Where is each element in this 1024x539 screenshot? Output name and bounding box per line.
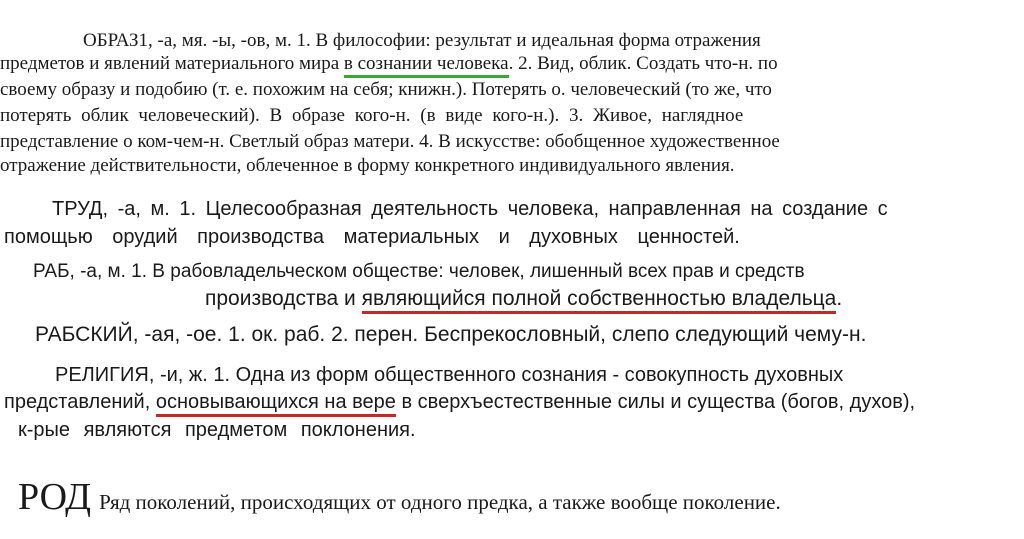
religia-text-2-post: в сверхъестественные силы и существа (богов, духов), bbox=[395, 391, 916, 413]
obraz-line-6 bbox=[0, 156, 735, 175]
religia-line-1 bbox=[55, 365, 843, 385]
rab-line-2 bbox=[205, 288, 842, 309]
obraz-text-1: ОБРАЗ1, -а, мя. -ы, -ов, м. 1. В философии: результат и идеальная форма отражения bbox=[83, 30, 761, 51]
obraz-text-5: представление о ком-чем-н. Светлый образ матери. 4. В искусстве: обобщенное художественное bbox=[0, 131, 780, 152]
obraz-line-4 bbox=[0, 106, 743, 125]
obraz-text-4: потерять облик человеческий). В образе кого-н. (в виде кого-н.). 3. Живое, наглядное bbox=[0, 105, 744, 126]
religia-line-2 bbox=[4, 392, 915, 412]
trud-text-2: помощью орудий производства материальных и духовных ценностей. bbox=[4, 226, 740, 248]
obraz-highlight-consciousness: в сознании человека bbox=[344, 53, 509, 78]
religia-highlight-faith: основывающихся на вере bbox=[156, 391, 396, 417]
obraz-text-2-pre: предметов и явлений материального мира bbox=[0, 53, 344, 74]
rab-text-2-pre: производства и bbox=[205, 287, 362, 310]
rod-line-1 bbox=[18, 478, 781, 516]
trud-line-2 bbox=[4, 227, 740, 247]
rabsky-text-1: РАБСКИЙ, -ая, -ое. 1. ок. раб. 2. перен. Беспрекословный, слепо следующий чему-н. bbox=[35, 323, 867, 346]
obraz-line-1 bbox=[83, 31, 990, 50]
rab-text-1: РАБ, -а, м. 1. В рабовладельческом обществе: человек, лишенный всех прав и средств bbox=[33, 261, 805, 282]
rab-text-2-post: . bbox=[836, 287, 843, 310]
rabsky-line-1 bbox=[35, 324, 866, 345]
obraz-text-2-post: . 2. Вид, облик. Создать что-н. по bbox=[508, 53, 778, 74]
religia-text-1: РЕЛИГИЯ, -и, ж. 1. Одна из форм общественного сознания - совокупность духовных bbox=[55, 364, 844, 386]
rab-highlight-property: являющийся полной собственностью владельца bbox=[362, 287, 837, 314]
religia-line-3 bbox=[18, 420, 416, 440]
obraz-line-2 bbox=[0, 54, 778, 73]
rod-definition: Ряд поколений, происходящих от одного предка, а также вообще поколение. bbox=[99, 490, 781, 514]
trud-text-1: ТРУД, -а, м. 1. Целесообразная деятельность человека, направленная на создание с bbox=[52, 198, 888, 220]
trud-line-1 bbox=[52, 199, 888, 219]
obraz-line-5 bbox=[0, 132, 780, 151]
religia-text-3: к-рые являются предметом поклонения. bbox=[18, 419, 416, 441]
obraz-text-3: своему образу и подобию (т. е. похожим на себя; книжн.). Потерять о. человеческий (то же, что bbox=[0, 79, 772, 100]
obraz-text-6: отражение действительности, облеченное в форму конкретного индивидуального явления. bbox=[0, 155, 735, 176]
rod-headword: РОД bbox=[18, 476, 92, 518]
obraz-line-3 bbox=[0, 80, 772, 99]
rab-line-1 bbox=[33, 262, 805, 281]
religia-text-2-pre: представлений, bbox=[4, 391, 156, 413]
